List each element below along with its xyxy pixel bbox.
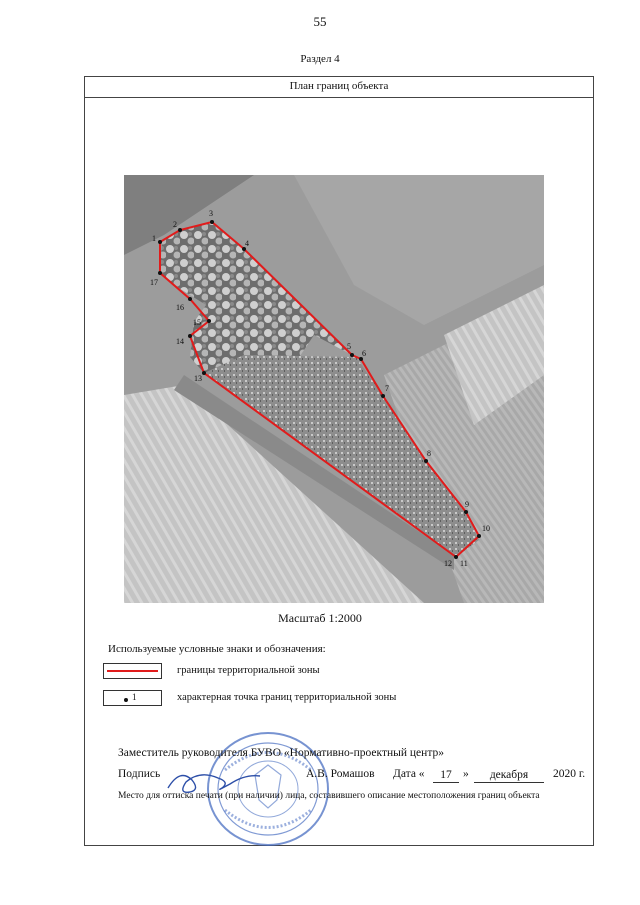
point-label: 11 bbox=[460, 559, 468, 568]
point-8 bbox=[424, 459, 428, 463]
map-scale: Масштаб 1:2000 bbox=[278, 611, 362, 625]
point-15 bbox=[207, 319, 211, 323]
point-1 bbox=[158, 240, 162, 244]
point-11 bbox=[454, 555, 458, 559]
point-label: 9 bbox=[465, 500, 469, 509]
signer-name: А.В. Ромашов bbox=[306, 768, 375, 780]
point-label: 7 bbox=[385, 384, 389, 393]
point-label: 2 bbox=[173, 220, 177, 229]
point-label: 3 bbox=[209, 209, 213, 218]
point-9 bbox=[464, 510, 468, 514]
legend-point-number: 1 bbox=[132, 692, 137, 702]
point-label: 6 bbox=[362, 349, 366, 358]
point-label: 1 bbox=[152, 234, 156, 243]
point-label: 16 bbox=[176, 303, 184, 312]
point-label: 5 bbox=[347, 342, 351, 351]
date-label: Дата « bbox=[393, 768, 425, 780]
point-label: 4 bbox=[245, 239, 249, 248]
aerial-map bbox=[124, 175, 544, 603]
stamp-note: Место для оттиска печати (при наличии) лица, составившего описание местоположения границ объекта bbox=[118, 791, 540, 801]
legend-text-point: характерная точка границ территориальной зоны bbox=[177, 692, 397, 703]
section-title: Раздел 4 bbox=[300, 53, 340, 65]
red-line-symbol bbox=[107, 670, 158, 672]
point-13 bbox=[202, 371, 206, 375]
date-day-close: » bbox=[463, 768, 469, 780]
map-svg bbox=[124, 175, 544, 603]
point-10 bbox=[477, 534, 481, 538]
point-14 bbox=[188, 334, 192, 338]
point-17 bbox=[158, 271, 162, 275]
date-month: декабря bbox=[474, 768, 544, 783]
point-3 bbox=[210, 220, 214, 224]
date-year: 2020 г. bbox=[553, 768, 586, 780]
legend-symbol-boundary bbox=[103, 663, 162, 679]
sign-label: Подпись bbox=[118, 768, 161, 780]
point-5 bbox=[350, 353, 354, 357]
legend-title: Используемые условные знаки и обозначения: bbox=[108, 643, 326, 655]
point-label: 12 bbox=[444, 559, 452, 568]
page-number: 55 bbox=[313, 14, 327, 29]
point-label: 10 bbox=[482, 524, 490, 533]
point-label: 13 bbox=[194, 374, 202, 383]
point-label: 8 bbox=[427, 449, 431, 458]
signer-title: Заместитель руководителя БУВО «Нормативно-проектный центр» bbox=[118, 747, 444, 759]
point-7 bbox=[381, 394, 385, 398]
point-16 bbox=[188, 297, 192, 301]
point-2 bbox=[178, 228, 182, 232]
point-label: 14 bbox=[176, 337, 184, 346]
point-symbol-icon bbox=[124, 698, 128, 702]
legend-text-boundary: границы территориальной зоны bbox=[177, 665, 320, 676]
point-label: 17 bbox=[150, 278, 158, 287]
date-day: 17 bbox=[433, 768, 459, 783]
frame-title: План границ объекта bbox=[85, 77, 593, 98]
legend-symbol-point bbox=[103, 690, 162, 706]
point-label: 15 bbox=[193, 318, 201, 327]
